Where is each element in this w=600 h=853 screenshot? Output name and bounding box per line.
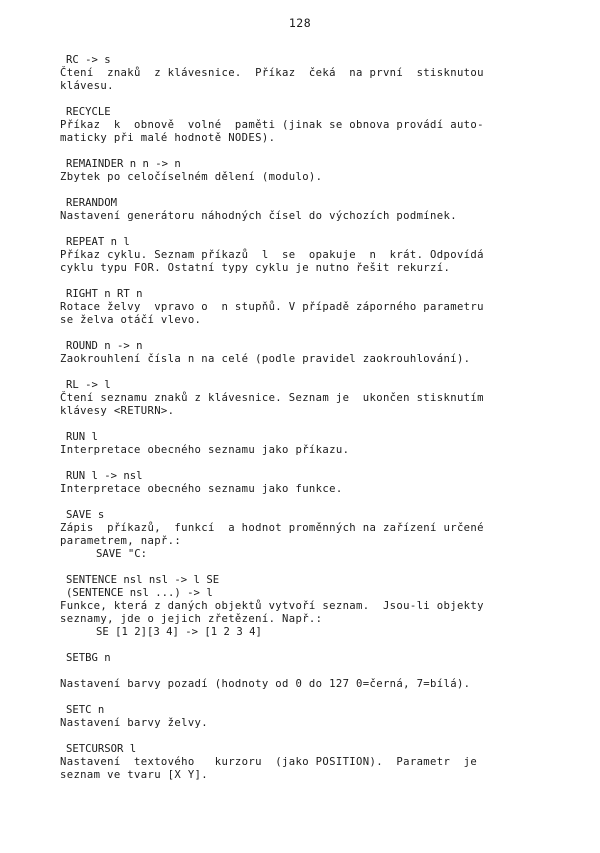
description-line: Zápis příkazů, funkcí a hodnot proměnných na zařízení určené bbox=[60, 522, 484, 534]
command-syntax: REPEAT n l bbox=[66, 236, 130, 248]
command-entry bbox=[60, 236, 542, 275]
description-line: Nastavení barvy želvy. bbox=[60, 717, 209, 729]
command-entry bbox=[60, 379, 542, 418]
description-line: Funkce, která z daných objektů vytvoří seznam. Jsou-li objekty bbox=[60, 600, 484, 612]
command-entry bbox=[60, 54, 542, 93]
command-syntax: SETC n bbox=[66, 704, 105, 716]
description-line: Čtení znaků z klávesnice. Příkaz čeká na první stisknutou bbox=[60, 67, 484, 79]
description-line bbox=[60, 665, 542, 678]
description-line: seznamy, jde o jejich zřetězení. Např.: bbox=[60, 613, 323, 625]
command-entry bbox=[60, 288, 542, 327]
command-reference-list bbox=[60, 54, 542, 795]
description-line: Čtení seznamu znaků z klávesnice. Seznam je ukončen stisknutím bbox=[60, 392, 484, 404]
command-syntax: (SENTENCE nsl ...) -> l bbox=[66, 587, 213, 599]
description-line: cyklu typu FOR. Ostatní typy cyklu je nutno řešit rekurzí. bbox=[60, 262, 451, 274]
command-syntax: SENTENCE nsl nsl -> l SE bbox=[66, 574, 220, 586]
command-entry bbox=[60, 106, 542, 145]
page-number: 128 bbox=[288, 16, 312, 30]
example-line: SAVE "C: bbox=[96, 548, 148, 560]
command-entry bbox=[60, 509, 542, 561]
example-line: SE [1 2][3 4] -> [1 2 3 4] bbox=[96, 626, 262, 638]
description-line: Příkaz cyklu. Seznam příkazů l se opakuje n krát. Odpovídá bbox=[60, 249, 484, 261]
command-entry bbox=[60, 158, 542, 184]
command-entry bbox=[60, 704, 542, 730]
command-entry bbox=[60, 431, 542, 457]
command-syntax: RC -> s bbox=[66, 54, 111, 66]
description-line: Rotace želvy vpravo o n stupňů. V případě záporného parametru bbox=[60, 301, 484, 313]
command-syntax: REMAINDER n n -> n bbox=[66, 158, 181, 170]
command-syntax: RL -> l bbox=[66, 379, 111, 391]
command-entry bbox=[60, 197, 542, 223]
description-line: Nastavení barvy pozadí (hodnoty od 0 do 127 0=černá, 7=bílá). bbox=[60, 678, 471, 690]
description-line: Interpretace obecného seznamu jako příkazu. bbox=[60, 444, 350, 456]
description-line: Zbytek po celočíselném dělení (modulo). bbox=[60, 171, 323, 183]
command-syntax: SETCURSOR l bbox=[66, 743, 137, 755]
command-entry bbox=[60, 470, 542, 496]
description-line: Interpretace obecného seznamu jako funkce. bbox=[60, 483, 343, 495]
description-line: Nastavení textového kurzoru (jako POSITION). Parametr je bbox=[60, 756, 478, 768]
description-line: Příkaz k obnově volné paměti (jinak se obnova provádí auto- bbox=[60, 119, 484, 131]
command-entry bbox=[60, 340, 542, 366]
command-entry bbox=[60, 574, 542, 639]
command-syntax: ROUND n -> n bbox=[66, 340, 143, 352]
command-entry bbox=[60, 652, 542, 691]
description-line: parametrem, např.: bbox=[60, 535, 182, 547]
description-line: Nastavení generátoru náhodných čísel do výchozích podmínek. bbox=[60, 210, 457, 222]
description-line: klávesu. bbox=[60, 80, 114, 92]
command-syntax: SETBG n bbox=[66, 652, 111, 664]
command-syntax: RECYCLE bbox=[66, 106, 111, 118]
description-line: maticky při malé hodnotě NODES). bbox=[60, 132, 276, 144]
description-line: se želva otáčí vlevo. bbox=[60, 314, 202, 326]
command-syntax: RUN l bbox=[66, 431, 98, 443]
command-entry bbox=[60, 743, 542, 782]
description-line: klávesy <RETURN>. bbox=[60, 405, 175, 417]
description-line: seznam ve tvaru [X Y]. bbox=[60, 769, 209, 781]
command-syntax: RUN l -> nsl bbox=[66, 470, 143, 482]
command-syntax: RIGHT n RT n bbox=[66, 288, 143, 300]
description-line: Zaokrouhlení čísla n na celé (podle pravidel zaokrouhlování). bbox=[60, 353, 471, 365]
command-syntax: RERANDOM bbox=[66, 197, 118, 209]
command-syntax: SAVE s bbox=[66, 509, 105, 521]
